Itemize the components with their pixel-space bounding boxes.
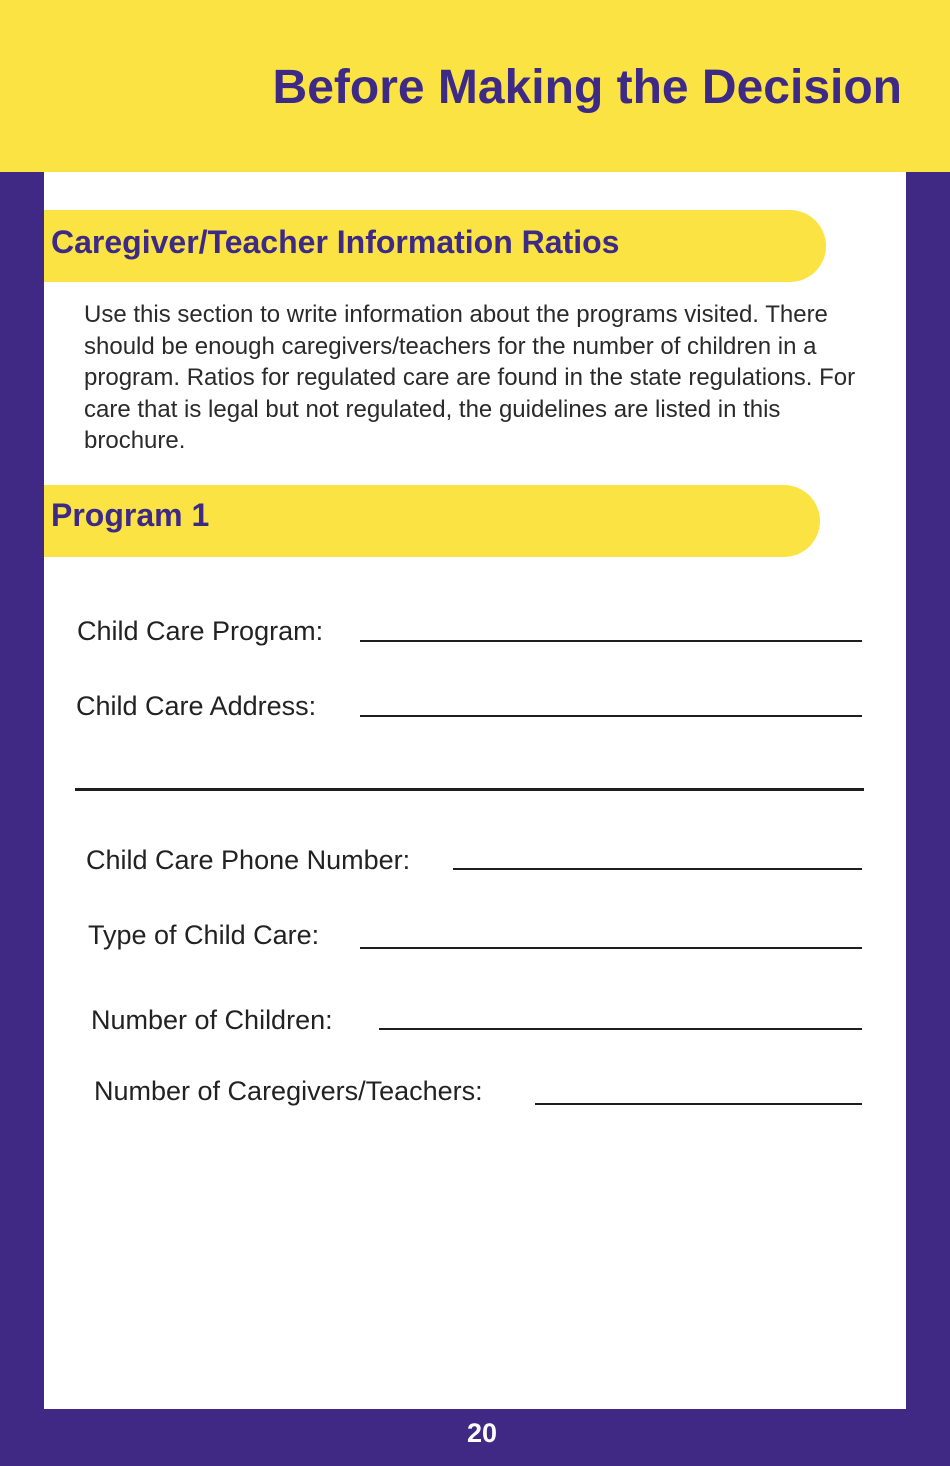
address-input-line[interactable] bbox=[360, 715, 862, 717]
address-input-line-2[interactable] bbox=[75, 788, 864, 791]
address-label: Child Care Address: bbox=[76, 691, 317, 721]
section-heading-ratios: Caregiver/Teacher Information Ratios bbox=[51, 224, 620, 260]
children-label: Number of Children: bbox=[91, 1005, 333, 1035]
program-input-line[interactable] bbox=[360, 640, 862, 642]
type-label: Type of Child Care: bbox=[88, 920, 320, 950]
caregivers-label: Number of Caregivers/Teachers: bbox=[94, 1076, 483, 1106]
section-heading-program-1: Program 1 bbox=[51, 497, 210, 533]
section-heading-band-program bbox=[44, 485, 820, 557]
header-band bbox=[0, 0, 950, 172]
program-label: Child Care Program: bbox=[77, 616, 324, 646]
phone-label: Child Care Phone Number: bbox=[86, 845, 411, 875]
type-input-line[interactable] bbox=[360, 947, 862, 949]
page-title: Before Making the Decision bbox=[272, 61, 902, 114]
content-panel bbox=[44, 172, 906, 1409]
children-input-line[interactable] bbox=[379, 1028, 862, 1030]
section-heading-band-ratios bbox=[44, 210, 826, 282]
page-number: 20 bbox=[466, 1418, 498, 1448]
intro-paragraph: Use this section to write information about the programs visited. There should be enough caregivers/teachers for the number of children in a program. Ratios for regulated care are found in the state regulations. For care that is legal but not regulated, the guidelines are listed in this brochure. bbox=[84, 301, 856, 454]
phone-input-line[interactable] bbox=[453, 868, 862, 870]
caregivers-input-line[interactable] bbox=[535, 1103, 862, 1105]
